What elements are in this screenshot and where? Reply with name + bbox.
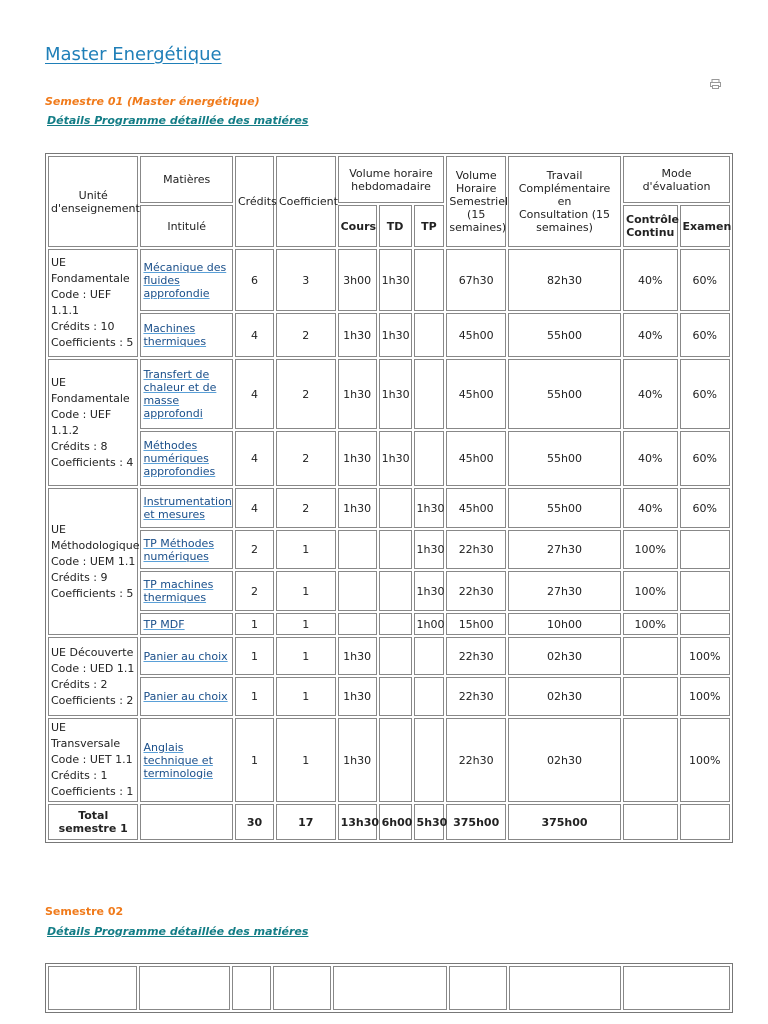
tc-cell: 02h30 <box>508 718 621 802</box>
tc-cell: 55h00 <box>508 359 621 429</box>
subject-cell[interactable] <box>140 530 233 569</box>
tc-cell: 55h00 <box>508 431 621 486</box>
exam-cell: 100% <box>680 637 730 675</box>
subject-cell[interactable] <box>140 313 233 357</box>
cours-cell <box>338 530 377 569</box>
cc-cell: 100% <box>623 571 677 611</box>
td-cell <box>379 488 412 528</box>
cours-cell: 1h30 <box>338 637 377 675</box>
subject-link[interactable]: TP MDF <box>143 617 185 631</box>
tp-cell <box>414 718 445 802</box>
td-cell <box>379 637 412 675</box>
print-icon[interactable] <box>710 79 721 89</box>
cc-cell: 40% <box>623 488 677 528</box>
tp-cell: 1h30 <box>414 571 445 611</box>
header-subjects-title: Intitulé <box>140 205 233 247</box>
table-cell <box>449 966 508 1010</box>
tc-cell: 82h30 <box>508 249 621 311</box>
vhs-cell: 45h00 <box>446 359 506 429</box>
tc-cell: 55h00 <box>508 313 621 357</box>
table-cell <box>623 966 730 1010</box>
subject-cell[interactable] <box>140 613 233 635</box>
total-coef: 17 <box>276 804 336 840</box>
tc-cell: 27h30 <box>508 530 621 569</box>
vhs-cell: 22h30 <box>446 530 506 569</box>
table-cell <box>139 966 230 1010</box>
cours-cell: 1h30 <box>338 677 377 716</box>
subject-link[interactable]: Mécanique des fluides approfondie <box>143 260 227 300</box>
td-cell <box>379 718 412 802</box>
credits-cell: 1 <box>235 637 274 675</box>
cc-cell: 40% <box>623 431 677 486</box>
tp-cell: 1h30 <box>414 488 445 528</box>
table-cell <box>509 966 620 1010</box>
coef-cell: 1 <box>276 530 336 569</box>
header-coefficient: Coefficient <box>276 156 336 247</box>
tp-cell: 1h30 <box>414 530 445 569</box>
coef-cell: 2 <box>276 313 336 357</box>
td-cell: 1h30 <box>379 431 412 486</box>
subject-link[interactable]: TP machines thermiques <box>143 578 214 604</box>
vhs-cell: 67h30 <box>446 249 506 311</box>
semester2-heading: Semestre 02 <box>45 905 124 918</box>
table-cell <box>232 966 270 1010</box>
cours-cell: 1h30 <box>338 488 377 528</box>
header-td: TD <box>379 205 412 247</box>
semester2-details-link[interactable]: Détails Programme détaillée des matiéres <box>47 925 309 938</box>
header-unit: Unité d'enseignement <box>48 156 138 247</box>
subject-cell[interactable] <box>140 488 233 528</box>
exam-cell: 100% <box>680 718 730 802</box>
total-credits: 30 <box>235 804 274 840</box>
unit-cell: UE Transversale Code : UET 1.1 Crédits : 1 Coefficients : 1 <box>48 718 138 802</box>
header-evaluation: Mode d'évaluation <box>623 156 730 203</box>
table-cell <box>333 966 446 1010</box>
header-tp: TP <box>414 205 445 247</box>
credits-cell: 2 <box>235 571 274 611</box>
total-cours: 13h30 <box>338 804 377 840</box>
coef-cell: 1 <box>276 613 336 635</box>
tp-cell <box>414 359 445 429</box>
td-cell <box>379 530 412 569</box>
cc-cell <box>623 637 677 675</box>
unit-cell: UE Fondamentale Code : UEF 1.1.2 Crédits : 8 Coefficients : 4 <box>48 359 138 486</box>
vhs-cell: 22h30 <box>446 718 506 802</box>
tc-cell: 02h30 <box>508 677 621 716</box>
semester1-details-link[interactable]: Détails Programme détaillée des matiéres <box>47 114 309 127</box>
header-semester-volume: Volume Horaire Semestriel (15 semaines) <box>446 156 506 247</box>
exam-cell: 60% <box>680 359 730 429</box>
exam-cell <box>680 613 730 635</box>
total-empty-cell <box>680 804 730 840</box>
tc-cell: 55h00 <box>508 488 621 528</box>
header-weekly-volume: Volume horaire hebdomadaire <box>338 156 445 203</box>
subject-cell[interactable] <box>140 677 233 716</box>
credits-cell: 2 <box>235 530 274 569</box>
exam-cell <box>680 571 730 611</box>
credits-cell: 4 <box>235 313 274 357</box>
cc-cell: 100% <box>623 530 677 569</box>
cc-cell: 40% <box>623 359 677 429</box>
credits-cell: 4 <box>235 488 274 528</box>
td-cell: 1h30 <box>379 313 412 357</box>
header-credits: Crédits <box>235 156 274 247</box>
credits-cell: 1 <box>235 677 274 716</box>
vhs-cell: 22h30 <box>446 571 506 611</box>
td-cell: 1h30 <box>379 249 412 311</box>
exam-cell <box>680 530 730 569</box>
cours-cell: 3h00 <box>338 249 377 311</box>
tc-cell: 27h30 <box>508 571 621 611</box>
cours-cell: 1h30 <box>338 718 377 802</box>
credits-cell: 1 <box>235 613 274 635</box>
exam-cell: 60% <box>680 488 730 528</box>
subject-link[interactable]: Panier au choix <box>143 649 228 663</box>
unit-cell: UE Fondamentale Code : UEF 1.1.1 Crédits : 10 Coefficients : 5 <box>48 249 138 357</box>
vhs-cell: 45h00 <box>446 431 506 486</box>
total-tp: 5h30 <box>414 804 445 840</box>
td-cell <box>379 613 412 635</box>
subject-cell[interactable] <box>140 431 233 486</box>
header-exam: Examen <box>680 205 730 247</box>
subject-link[interactable]: Machines thermiques <box>143 322 207 348</box>
cours-cell: 1h30 <box>338 313 377 357</box>
cc-cell: 100% <box>623 613 677 635</box>
coef-cell: 2 <box>276 359 336 429</box>
tp-cell <box>414 431 445 486</box>
credits-cell: 1 <box>235 718 274 802</box>
exam-cell: 60% <box>680 249 730 311</box>
unit-cell: UE Découverte Code : UED 1.1 Crédits : 2 Coefficients : 2 <box>48 637 138 716</box>
vhs-cell: 15h00 <box>446 613 506 635</box>
subject-link[interactable]: Anglais technique et terminologie <box>143 740 213 780</box>
total-td: 6h00 <box>379 804 412 840</box>
table-cell <box>48 966 137 1010</box>
subject-link[interactable]: Instrumentation et mesures <box>143 495 232 521</box>
tp-cell <box>414 249 445 311</box>
subject-cell[interactable] <box>140 718 233 802</box>
coef-cell: 1 <box>276 637 336 675</box>
cc-cell <box>623 677 677 716</box>
credits-cell: 6 <box>235 249 274 311</box>
header-cours: Cours <box>338 205 377 247</box>
cours-cell: 1h30 <box>338 359 377 429</box>
total-vhs: 375h00 <box>446 804 506 840</box>
subject-link[interactable]: Méthodes numériques approfondies <box>143 439 216 478</box>
subject-link[interactable]: TP Méthodes numériques <box>143 536 215 563</box>
cc-cell <box>623 718 677 802</box>
subject-link[interactable]: Panier au choix <box>143 690 228 703</box>
subject-cell[interactable] <box>140 637 233 675</box>
subject-link[interactable]: Transfert de chaleur et de masse approfondi <box>143 368 217 420</box>
semester1-table <box>45 153 733 843</box>
vhs-cell: 22h30 <box>446 677 506 716</box>
semester2-table <box>45 963 733 1013</box>
subject-cell[interactable] <box>140 249 233 311</box>
subject-cell[interactable] <box>140 359 233 429</box>
coef-cell: 2 <box>276 431 336 486</box>
total-empty-cell <box>623 804 677 840</box>
cc-cell: 40% <box>623 313 677 357</box>
total-empty-cell <box>140 804 233 840</box>
cours-cell <box>338 613 377 635</box>
td-cell <box>379 571 412 611</box>
tc-cell: 02h30 <box>508 637 621 675</box>
tp-cell <box>414 313 445 357</box>
header-continuous: Contrôle Continu <box>623 205 677 247</box>
vhs-cell: 22h30 <box>446 637 506 675</box>
cours-cell <box>338 571 377 611</box>
vhs-cell: 45h00 <box>446 313 506 357</box>
exam-cell: 100% <box>680 677 730 716</box>
unit-cell: UE Méthodologique Code : UEM 1.1 Crédits : 9 Coefficients : 5 <box>48 488 138 635</box>
total-label: Total semestre 1 <box>48 804 138 840</box>
td-cell <box>379 677 412 716</box>
credits-cell: 4 <box>235 431 274 486</box>
cours-cell: 1h30 <box>338 431 377 486</box>
coef-cell: 1 <box>276 677 336 716</box>
total-tc: 375h00 <box>508 804 621 840</box>
tp-cell <box>414 637 445 675</box>
tp-cell <box>414 677 445 716</box>
td-cell: 1h30 <box>379 359 412 429</box>
exam-cell: 60% <box>680 313 730 357</box>
page-title[interactable]: Master Energétique <box>45 44 222 65</box>
header-extra-work: Travail Complémentaire en Consultation (15 semaines) <box>508 156 621 247</box>
subject-cell[interactable] <box>140 571 233 611</box>
semester1-heading: Semestre 01 (Master énergétique) <box>45 95 260 108</box>
coef-cell: 1 <box>276 571 336 611</box>
credits-cell: 4 <box>235 359 274 429</box>
vhs-cell: 45h00 <box>446 488 506 528</box>
coef-cell: 1 <box>276 718 336 802</box>
tp-cell: 1h00 <box>414 613 445 635</box>
table-cell <box>273 966 332 1010</box>
exam-cell: 60% <box>680 431 730 486</box>
cc-cell: 40% <box>623 249 677 311</box>
tc-cell: 10h00 <box>508 613 621 635</box>
coef-cell: 2 <box>276 488 336 528</box>
coef-cell: 3 <box>276 249 336 311</box>
header-subjects: Matières <box>140 156 233 203</box>
